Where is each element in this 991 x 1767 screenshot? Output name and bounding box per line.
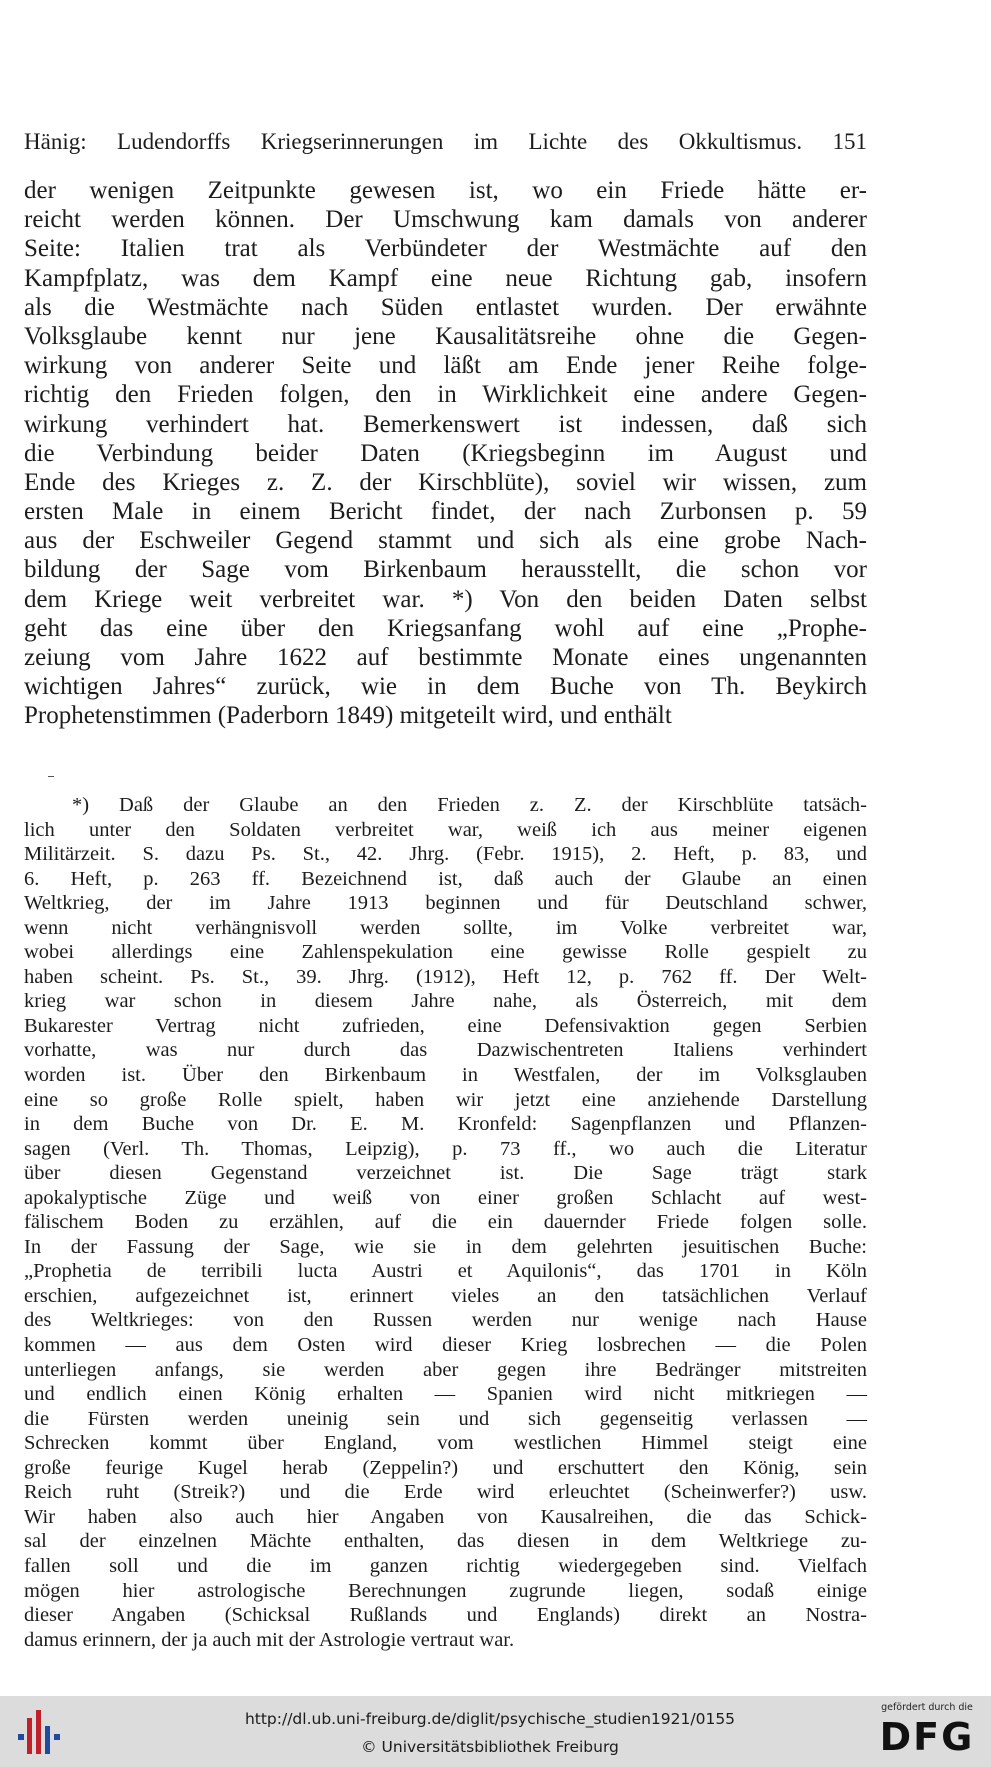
footnote-line: Reich ruht (Streik?) und die Erde wird erleuchtet (Scheinwerfer?) usw. bbox=[24, 1481, 867, 1504]
footnote-line: wenn nicht verhängnisvoll werden sollte, im Volke verbreitet war, bbox=[24, 916, 867, 939]
main-text-line: zeiung vom Jahre 1622 auf bestimmte Monate eines ungenannten bbox=[24, 644, 867, 671]
footnote-line: kommen — aus dem Osten wird dieser Krieg losbrechen — die Polen bbox=[24, 1334, 867, 1357]
main-text-line: aus der Eschweiler Gegend stammt und sich als eine grobe Nach- bbox=[24, 527, 867, 555]
footnote-line: mögen hier astrologische Berechnungen zugrunde liegen, sodaß einige bbox=[24, 1579, 867, 1602]
main-text-line: Seite: Italien trat als Verbündeter der Westmächte auf den bbox=[24, 235, 867, 263]
main-text-line: als die Westmächte nach Süden entlastet wurden. Der erwähnte bbox=[24, 293, 867, 321]
main-text-line: die Verbindung beider Daten (Kriegsbeginn im August und bbox=[24, 439, 867, 467]
footnote-line: unterliegen anfangs, sie werden aber gegen ihre Bedränger mitstreiten bbox=[24, 1358, 867, 1381]
footnote-line: eine so große Rolle spielt, haben wir jetzt eine anziehende Darstellung bbox=[24, 1088, 867, 1111]
footnote-line: Schrecken kommt über England, vom westlichen Himmel steigt eine bbox=[24, 1432, 867, 1455]
footnote-line: Militärzeit. S. dazu Ps. St., 42. Jhrg. (Febr. 1915), 2. Heft, p. 83, und bbox=[24, 843, 867, 866]
main-text-line: richtig den Frieden folgen, den in Wirklichkeit eine andere Gegen- bbox=[24, 381, 867, 409]
source-url-link[interactable]: http://dl.ub.uni-freiburg.de/diglit/psychische_studien1921/0155 bbox=[244, 1710, 736, 1728]
ub-freiburg-logo-icon bbox=[16, 1708, 62, 1756]
main-text-line: reicht werden können. Der Umschwung kam damals von anderer bbox=[24, 206, 867, 234]
main-text-line: dem Kriege weit verbreitet war. *) Von den beiden Daten selbst bbox=[24, 585, 867, 613]
main-text bbox=[24, 176, 867, 731]
main-text-line: bildung der Sage vom Birkenbaum herausstellt, die schon vor bbox=[24, 556, 867, 584]
main-text-line: der wenigen Zeitpunkte gewesen ist, wo ein Friede hätte er- bbox=[24, 177, 867, 204]
main-text-line: Kampfplatz, was dem Kampf eine neue Richtung gab, insofern bbox=[24, 264, 867, 292]
footnote-line: große feurige Kugel herab (Zeppelin?) und erschuttert den König, sein bbox=[24, 1456, 867, 1479]
footnote-line: worden ist. Über den Birkenbaum in Westfalen, der im Volksglauben bbox=[24, 1064, 867, 1087]
main-text-line: wirkung von anderer Seite und läßt am Ende jener Reihe folge- bbox=[24, 352, 867, 380]
footnote-line: sal der einzelnen Mächte enthalten, das diesen in dem Weltkriege zu- bbox=[24, 1530, 867, 1553]
footnote-line: In der Fassung der Sage, wie sie in dem gelehrten jesuitischen Buche: bbox=[24, 1235, 867, 1258]
main-text-line: Ende des Krieges z. Z. der Kirschblüte), soviel wir wissen, zum bbox=[24, 468, 867, 496]
footnote-line: Bukarester Vertrag nicht zufrieden, eine Defensivaktion gegen Serbien bbox=[24, 1014, 867, 1037]
footnote-line: über diesen Gegenstand verzeichnet ist. Die Sage trägt stark bbox=[24, 1162, 867, 1185]
footnote-line: vorhatte, was nur durch das Dazwischentreten Italiens verhindert bbox=[24, 1039, 867, 1062]
footnote-separator bbox=[48, 776, 54, 777]
footnote-line: in dem Buche von Dr. E. M. Kronfeld: Sagenpflanzen und Pflanzen- bbox=[24, 1113, 867, 1136]
footnote-line: krieg war schon in diesem Jahre nahe, als Österreich, mit dem bbox=[24, 990, 867, 1013]
footnote-line: die Fürsten werden uneinig sein und sich gegenseitig verlassen — bbox=[24, 1407, 867, 1430]
main-text-line: Prophetenstimmen (Paderborn 1849) mitgeteilt wird, und enthält bbox=[24, 702, 672, 730]
main-text-line: Volksglaube kennt nur jene Kausalitätsreihe ohne die Gegen- bbox=[24, 322, 867, 350]
footnote bbox=[24, 793, 867, 1652]
footnote-line: „Prophetia de terribili lucta Austri et Aquilonis“, das 1701 in Köln bbox=[24, 1260, 867, 1283]
dfg-tagline: gefördert durch die bbox=[881, 1702, 973, 1713]
main-text-line: wichtigen Jahres“ zurück, wie in dem Buche von Th. Beykirch bbox=[24, 673, 867, 701]
footnote-line: fälischem Boden zu erzählen, auf die ein dauernder Friede folgen solle. bbox=[24, 1211, 867, 1234]
footnote-line: erschien, aufgezeichnet ist, erinnert vieles an den tatsächlichen Verlauf bbox=[24, 1284, 867, 1307]
footnote-line: Wir haben also auch hier Angaben von Kausalreihen, die das Schick- bbox=[24, 1505, 867, 1528]
footnote-line: Weltkrieg, der im Jahre 1913 beginnen und für Deutschland schwer, bbox=[24, 892, 867, 915]
footnote-line: fallen soll und die im ganzen richtig wiedergegeben sind. Vielfach bbox=[24, 1554, 867, 1577]
footnote-line: apokalyptische Züge und weiß von einer großen Schlacht auf west- bbox=[24, 1186, 867, 1209]
dfg-logo-icon: DFG bbox=[879, 1715, 975, 1759]
copyright-notice: © Universitätsbibliothek Freiburg bbox=[361, 1738, 619, 1756]
footnote-line: damus erinnern, der ja auch mit der Astrologie vertraut war. bbox=[24, 1628, 515, 1651]
footnote-line: und endlich einen König erhalten — Spanien wird nicht mitkriegen — bbox=[24, 1383, 867, 1406]
footnote-line: 6. Heft, p. 263 ff. Bezeichnend ist, daß auch der Glaube an einen bbox=[24, 867, 867, 890]
dfg-funding-badge bbox=[868, 1702, 986, 1762]
footnote-line: wobei allerdings eine Zahlenspekulation eine gewisse Rolle gespielt zu bbox=[24, 941, 867, 964]
footer-bar bbox=[0, 1696, 991, 1767]
main-text-line: wirkung verhindert hat. Bemerkenswert ist indessen, daß sich bbox=[24, 410, 867, 438]
footnote-line: sagen (Verl. Th. Thomas, Leipzig), p. 73 ff., wo auch die Literatur bbox=[24, 1137, 867, 1160]
footnote-line: haben scheint. Ps. St., 39. Jhrg. (1912), Heft 12, p. 762 ff. Der Welt- bbox=[24, 965, 867, 988]
main-text-line: geht das eine über den Kriegsanfang wohl auf eine „Prophe- bbox=[24, 614, 867, 642]
footnote-line: *) Daß der Glaube an den Frieden z. Z. der Kirschblüte tatsäch- bbox=[72, 794, 867, 816]
footnote-line: des Weltkrieges: von den Russen werden nur wenige nach Hause bbox=[24, 1309, 867, 1332]
running-head: Hänig: Ludendorffs Kriegserinnerungen im Lichte des Okkultismus. 151 bbox=[24, 129, 867, 154]
footnote-line: lich unter den Soldaten verbreitet war, weiß ich aus meiner eigenen bbox=[24, 818, 867, 841]
footnote-line: dieser Angaben (Schicksal Rußlands und Englands) direkt an Nostra- bbox=[24, 1604, 867, 1627]
main-text-line: ersten Male in einem Bericht findet, der nach Zurbonsen p. 59 bbox=[24, 498, 867, 526]
